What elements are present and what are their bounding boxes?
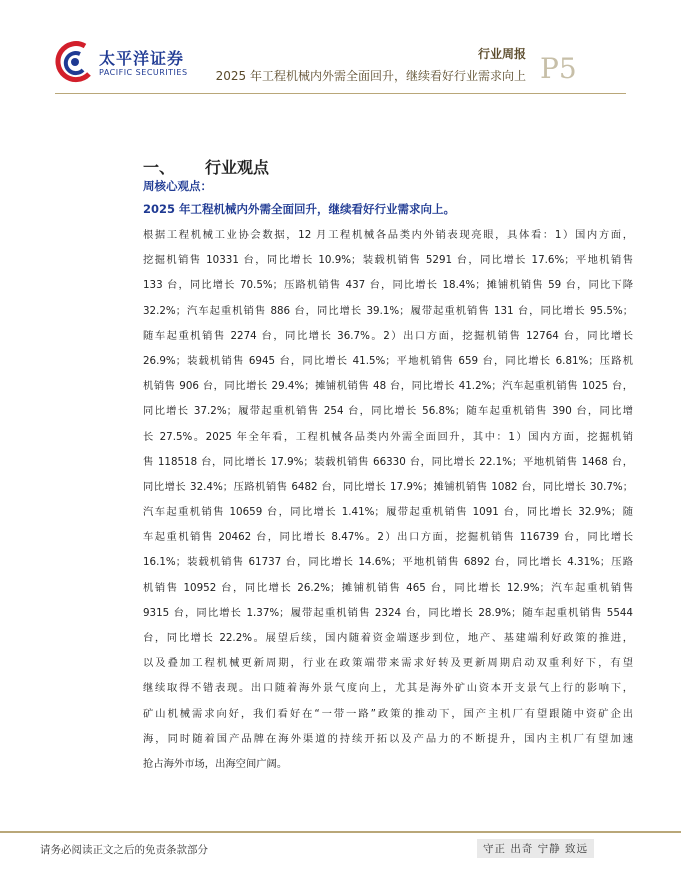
- body-line: 26.9%；装载机销售 6945 台，同比增长 41.5%；平地机销售 659 台，同比增长 6.81%；压路机: [143, 354, 633, 367]
- pacific-securities-logo-icon: [55, 40, 95, 86]
- page-number: P5: [540, 52, 577, 85]
- footer-slogan: 守正 出奇 宁静 致远: [477, 839, 594, 858]
- body-line: 挖掘机销售 10331 台，同比增长 10.9%；装载机销售 5291 台，同比增长 17.6%；平地机销售: [143, 254, 633, 267]
- body-line: 汽车起重机销售 10659 台，同比增长 1.41%；履带起重机销售 1091 台，同比增长 32.9%；随: [143, 506, 633, 519]
- body-line: 长 27.5%。2025 年全年看，工程机械各品类内外需全面回升，其中：1）国内方面，挖掘机销: [143, 430, 633, 443]
- body-line: 9315 台，同比增长 1.37%；履带起重机销售 2324 台，同比增长 28.9%；随车起重机销售 5544: [143, 606, 633, 619]
- report-title: 2025 年工程机械内外需全面回升，继续看好行业需求向上: [215, 69, 526, 83]
- body-line: 32.2%；汽车起重机销售 886 台，同比增长 39.1%；履带起重机销售 131 台，同比增长 95.5%；: [143, 304, 633, 317]
- section-number: 一、: [143, 158, 176, 177]
- body-line: 随车起重机销售 2274 台，同比增长 36.7%。2）出口方面，挖掘机销售 12764 台，同比增长: [143, 329, 633, 342]
- company-logo: [55, 40, 195, 86]
- footer-disclaimer: 请务必阅读正文之后的免责条款部分: [40, 844, 208, 856]
- body-line: 矿山机械需求向好，我们看好在“一带一路”政策的推动下，国产主机厂有望跟随中资矿企出: [143, 707, 633, 720]
- body-line: 16.1%；装载机销售 61737 台，同比增长 14.6%；平地机销售 6892 台，同比增长 4.31%；压路: [143, 556, 633, 569]
- body-line: 机销售 906 台，同比增长 29.4%；摊铺机销售 48 台，同比增长 41.2%；汽车起重机销售 1025 台，: [143, 380, 633, 393]
- report-type: 行业周报: [477, 47, 526, 61]
- body-line: 以及叠加工程机械更新周期，行业在政策端带来需求好转及更新周期启动双重利好下，有望: [143, 657, 633, 670]
- body-line: 同比增长 32.4%；压路机销售 6482 台，同比增长 17.9%；摊铺机销售 1082 台，同比增长 30.7%；: [143, 480, 633, 493]
- page-header: [0, 0, 681, 100]
- body-line: 同比增长 37.2%；履带起重机销售 254 台，同比增长 56.8%；随车起重机销售 390 台，同比增: [143, 405, 633, 418]
- body-line: 抢占海外市场，出海空间广阔。: [143, 757, 288, 770]
- core-view-point: 2025 年工程机械内外需全面回升，继续看好行业需求向上。: [143, 202, 456, 216]
- body-line: 车起重机销售 20462 台，同比增长 8.47%。2）出口方面，挖掘机销售 116739 台，同比增长: [143, 531, 633, 544]
- body-line: 机销售 10952 台，同比增长 26.2%；摊铺机销售 465 台，同比增长 12.9%；汽车起重机销售: [143, 581, 633, 594]
- body-line: 继续取得不错表现。出口随着海外景气度向上，尤其是海外矿山资本开支景气上行的影响下，: [143, 682, 633, 695]
- body-paragraph: [143, 223, 633, 777]
- header-divider: [55, 93, 626, 94]
- logo-name-cn: 太平洋证券: [99, 49, 185, 68]
- body-line: 海，同时随着国产品牌在海外渠道的持续开拓以及产品力的不断提升，国内主机厂有望加速: [143, 732, 633, 745]
- logo-name-en: PACIFIC SECURITIES: [99, 68, 188, 77]
- section-title: 行业观点: [205, 158, 270, 177]
- section-heading: [143, 155, 269, 178]
- body-line: 售 118518 台，同比增长 17.9%；装载机销售 66330 台，同比增长 22.1%；平地机销售 1468 台，: [143, 455, 633, 468]
- body-line: 台，同比增长 22.2%。展望后续，国内随着资金端逐步到位，地产、基建端利好政策的推进，: [143, 632, 633, 644]
- core-view-label: 周核心观点：: [143, 179, 212, 193]
- body-line: 133 台，同比增长 70.5%；压路机销售 437 台，同比增长 18.4%；摊铺机销售 59 台，同比下降: [143, 279, 633, 292]
- footer-divider: [0, 831, 681, 833]
- body-line: 根据工程机械工业协会数据，12 月工程机械各品类内外销表现亮眼，具体看：1）国内方面，: [143, 229, 633, 241]
